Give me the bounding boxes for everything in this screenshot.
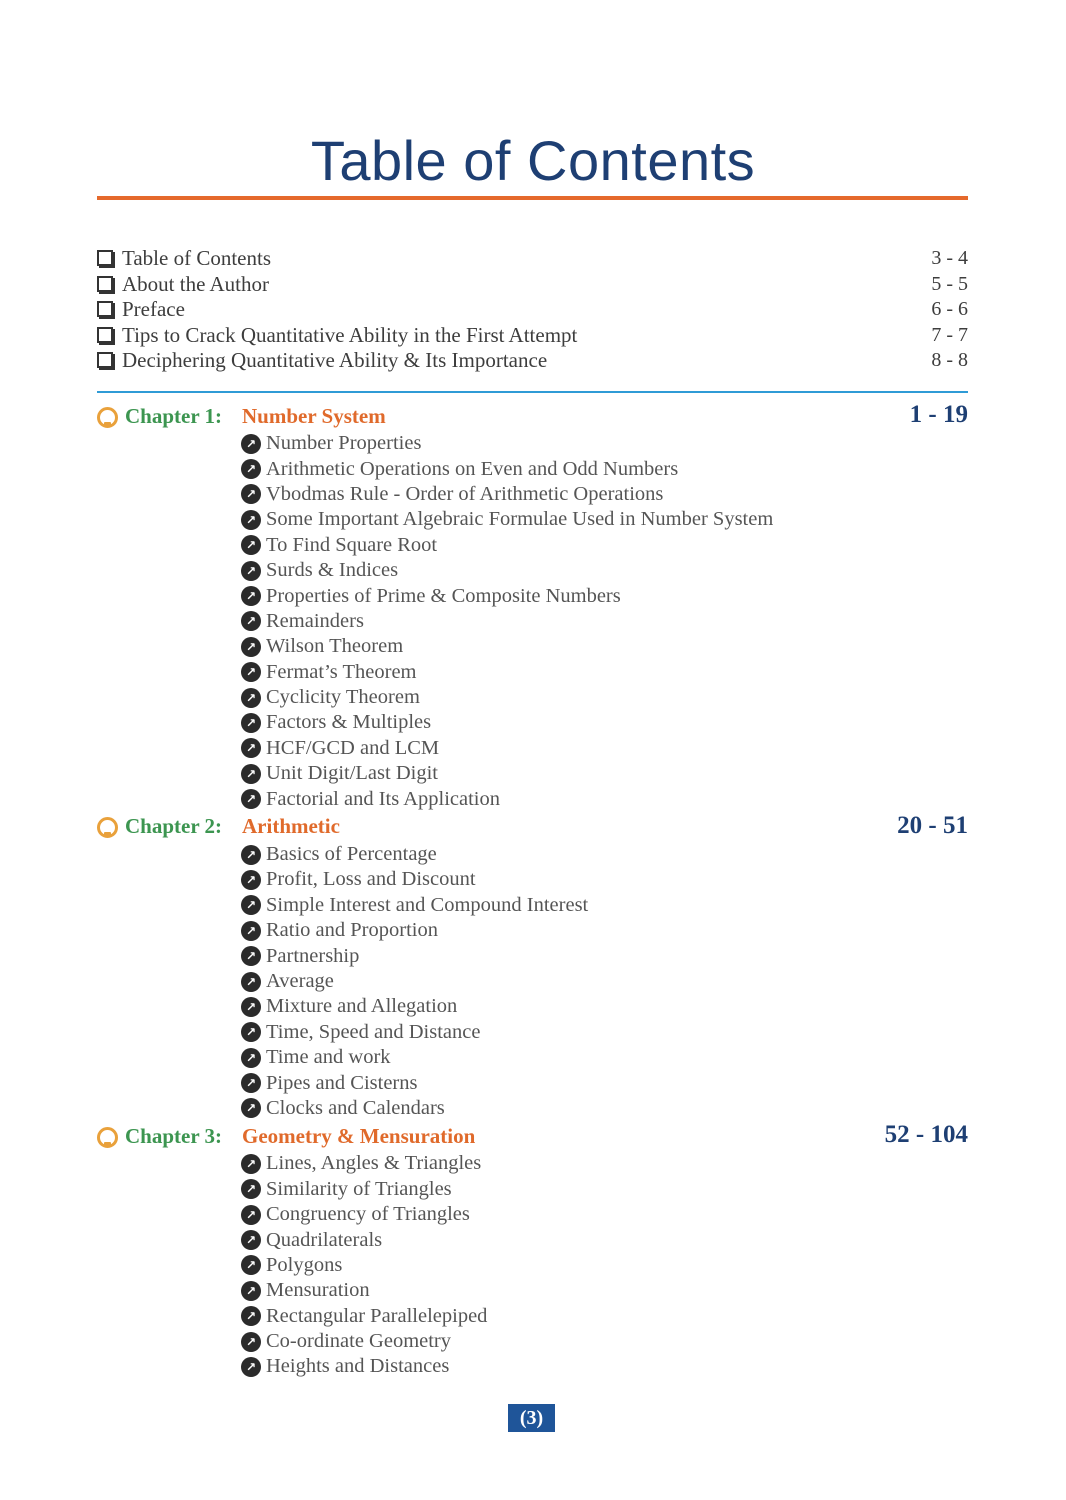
topic-label: Mensuration <box>266 1279 370 1302</box>
topic-label: Unit Digit/Last Digit <box>266 762 438 785</box>
topic-item[interactable] <box>241 456 968 481</box>
front-matter-pages: 7 - 7 <box>931 323 968 346</box>
chapter-section <box>97 401 968 812</box>
topic-item[interactable] <box>241 842 968 867</box>
topic-label: Quadrilaterals <box>266 1228 383 1251</box>
bulb-icon <box>97 817 118 838</box>
front-matter-item[interactable] <box>97 323 968 349</box>
chapter-title: Number System <box>242 403 386 428</box>
topic-item[interactable] <box>241 994 968 1019</box>
trend-arrow-icon: ↗ <box>241 459 261 479</box>
topic-label: Factorial and Its Application <box>266 787 500 810</box>
trend-arrow-icon: ↗ <box>241 1332 261 1352</box>
front-matter-label: Deciphering Quantitative Ability & Its Importance <box>122 348 548 373</box>
topic-label: Profit, Loss and Discount <box>266 868 476 891</box>
topic-label: Arithmetic Operations on Even and Odd Numbers <box>266 457 679 480</box>
front-matter-item[interactable] <box>97 246 968 272</box>
topic-label: Similarity of Triangles <box>266 1177 452 1200</box>
topic-item[interactable] <box>241 1045 968 1070</box>
topic-item[interactable] <box>241 786 968 811</box>
front-matter-item[interactable] <box>97 272 968 298</box>
topic-item[interactable] <box>241 1070 968 1095</box>
chapter-page-range: 1 - 19 <box>909 401 968 428</box>
front-matter-item[interactable] <box>97 348 968 374</box>
trend-arrow-icon: ↗ <box>241 738 261 758</box>
trend-arrow-icon: ↗ <box>241 688 261 708</box>
topic-item[interactable] <box>241 431 968 456</box>
topic-item[interactable] <box>241 1151 968 1176</box>
topic-item[interactable] <box>241 1278 968 1303</box>
topic-label: Polygons <box>266 1253 343 1276</box>
trend-arrow-icon: ↗ <box>241 921 261 941</box>
trend-arrow-icon: ↗ <box>241 946 261 966</box>
front-matter-label: About the Author <box>122 271 269 296</box>
front-matter-label: Preface <box>122 297 185 322</box>
topic-label: Remainders <box>266 609 364 632</box>
topic-label: Simple Interest and Compound Interest <box>266 893 589 916</box>
topic-label: Basics of Percentage <box>266 843 437 866</box>
trend-arrow-icon: ↗ <box>241 535 261 555</box>
trend-arrow-icon: ↗ <box>241 1255 261 1275</box>
topic-label: Pipes and Cisterns <box>266 1071 418 1094</box>
checkbox-icon <box>97 352 113 368</box>
trend-arrow-icon: ↗ <box>241 484 261 504</box>
checkbox-icon <box>97 250 113 266</box>
checkbox-icon <box>97 327 113 343</box>
chapter-title: Arithmetic <box>242 814 340 839</box>
topic-item[interactable] <box>241 685 968 710</box>
front-matter-item[interactable] <box>97 297 968 323</box>
trend-arrow-icon: ↗ <box>241 1357 261 1377</box>
topic-label: Rectangular Parallelepiped <box>266 1304 488 1327</box>
trend-arrow-icon: ↗ <box>241 1230 261 1250</box>
topic-list <box>97 842 968 1121</box>
topic-item[interactable] <box>241 533 968 558</box>
topic-item[interactable] <box>241 1253 968 1278</box>
topic-label: To Find Square Root <box>266 533 438 556</box>
trend-arrow-icon: ↗ <box>241 895 261 915</box>
chapter-heading[interactable] <box>97 812 968 842</box>
trend-arrow-icon: ↗ <box>241 1073 261 1093</box>
topic-label: HCF/GCD and LCM <box>266 736 440 759</box>
topic-item[interactable] <box>241 710 968 735</box>
trend-arrow-icon: ↗ <box>241 1098 261 1118</box>
topic-label: Congruency of Triangles <box>266 1203 470 1226</box>
trend-arrow-icon: ↗ <box>241 1306 261 1326</box>
page-number-badge: (3) <box>508 1404 555 1432</box>
trend-arrow-icon: ↗ <box>241 713 261 733</box>
trend-arrow-icon: ↗ <box>241 586 261 606</box>
topic-label: Partnership <box>266 944 360 967</box>
bulb-icon <box>97 407 118 428</box>
trend-arrow-icon: ↗ <box>241 789 261 809</box>
chapter-section <box>97 1121 968 1380</box>
trend-arrow-icon: ↗ <box>241 510 261 530</box>
chapter-section <box>97 812 968 1121</box>
topic-item[interactable] <box>241 1096 968 1121</box>
bulb-icon <box>97 1127 118 1148</box>
chapter-heading[interactable] <box>97 1121 968 1151</box>
topic-item[interactable] <box>241 558 968 583</box>
front-matter-pages: 3 - 4 <box>931 247 968 270</box>
topic-item[interactable] <box>241 969 968 994</box>
topic-item[interactable] <box>241 1329 968 1354</box>
topic-label: Wilson Theorem <box>266 635 404 658</box>
trend-arrow-icon: ↗ <box>241 637 261 657</box>
topic-label: Lines, Angles & Triangles <box>266 1152 482 1175</box>
topic-item[interactable] <box>241 660 968 685</box>
chapter-page-range: 52 - 104 <box>884 1121 968 1149</box>
topic-label: Number Properties <box>266 432 422 455</box>
trend-arrow-icon: ↗ <box>241 1048 261 1068</box>
topic-item[interactable] <box>241 482 968 507</box>
front-matter-label: Table of Contents <box>122 246 271 271</box>
topic-label: Surds & Indices <box>266 559 399 582</box>
chapter-title: Geometry & Mensuration <box>242 1123 476 1148</box>
topic-label: Properties of Prime & Composite Numbers <box>266 584 621 607</box>
topic-item[interactable] <box>241 943 968 968</box>
trend-arrow-icon: ↗ <box>241 611 261 631</box>
topic-item[interactable] <box>241 867 968 892</box>
topic-item[interactable] <box>241 1304 968 1329</box>
front-matter-pages: 8 - 8 <box>931 349 968 372</box>
trend-arrow-icon: ↗ <box>241 845 261 865</box>
topic-label: Mixture and Allegation <box>266 995 458 1018</box>
page-title: Table of Contents <box>310 129 756 192</box>
topic-label: Some Important Algebraic Formulae Used in Number System <box>266 508 774 531</box>
topic-label: Heights and Distances <box>266 1355 450 1378</box>
topic-label: Time and work <box>266 1046 391 1069</box>
topic-label: Clocks and Calendars <box>266 1096 445 1119</box>
topic-label: Average <box>266 970 334 992</box>
chapter-page-range: 20 - 51 <box>897 811 968 839</box>
trend-arrow-icon: ↗ <box>241 662 261 682</box>
trend-arrow-icon: ↗ <box>241 1154 261 1174</box>
topic-item[interactable] <box>241 1177 968 1202</box>
trend-arrow-icon: ↗ <box>241 1281 261 1301</box>
topic-list <box>97 431 968 812</box>
topic-item[interactable] <box>241 634 968 659</box>
topic-item[interactable] <box>241 609 968 634</box>
chapter-number: Chapter 2: <box>125 814 223 839</box>
topic-item[interactable] <box>241 1227 968 1252</box>
topic-item[interactable] <box>241 1354 968 1379</box>
checkbox-icon <box>97 276 113 292</box>
trend-arrow-icon: ↗ <box>241 764 261 784</box>
section-divider <box>97 391 968 393</box>
topic-item[interactable] <box>241 761 968 786</box>
front-matter-label: Tips to Crack Quantitative Ability in the First Attempt <box>122 322 578 347</box>
trend-arrow-icon: ↗ <box>241 1179 261 1199</box>
topic-label: Co-ordinate Geometry <box>266 1330 452 1353</box>
topic-label: Time, Speed and Distance <box>266 1020 481 1043</box>
topic-item[interactable] <box>241 507 968 532</box>
topic-label: Factors & Multiples <box>266 711 432 734</box>
title-rule <box>97 196 968 200</box>
topic-label: Ratio and Proportion <box>266 919 438 942</box>
topic-item[interactable] <box>241 1202 968 1227</box>
topic-label: Cyclicity Theorem <box>266 686 420 709</box>
chapter-heading[interactable] <box>97 401 968 431</box>
topic-label: Fermat’s Theorem <box>266 660 417 683</box>
topic-label: Vbodmas Rule - Order of Arithmetic Operations <box>266 482 664 505</box>
front-matter-pages: 5 - 5 <box>931 272 968 295</box>
checkbox-icon <box>97 301 113 317</box>
trend-arrow-icon: ↗ <box>241 1022 261 1042</box>
topic-item[interactable] <box>241 583 968 608</box>
trend-arrow-icon: ↗ <box>241 434 261 454</box>
topic-item[interactable] <box>241 736 968 761</box>
topic-item[interactable] <box>241 918 968 943</box>
chapter-number: Chapter 1: <box>125 403 223 428</box>
front-matter-pages: 6 - 6 <box>931 298 968 321</box>
trend-arrow-icon: ↗ <box>241 972 261 992</box>
chapter-list <box>97 401 968 1380</box>
trend-arrow-icon: ↗ <box>241 1205 261 1225</box>
trend-arrow-icon: ↗ <box>241 561 261 581</box>
trend-arrow-icon: ↗ <box>241 870 261 890</box>
front-matter-list <box>97 246 968 374</box>
topic-item[interactable] <box>241 1020 968 1045</box>
trend-arrow-icon: ↗ <box>241 997 261 1017</box>
chapter-number: Chapter 3: <box>125 1123 223 1148</box>
topic-item[interactable] <box>241 893 968 918</box>
topic-list <box>97 1151 968 1380</box>
